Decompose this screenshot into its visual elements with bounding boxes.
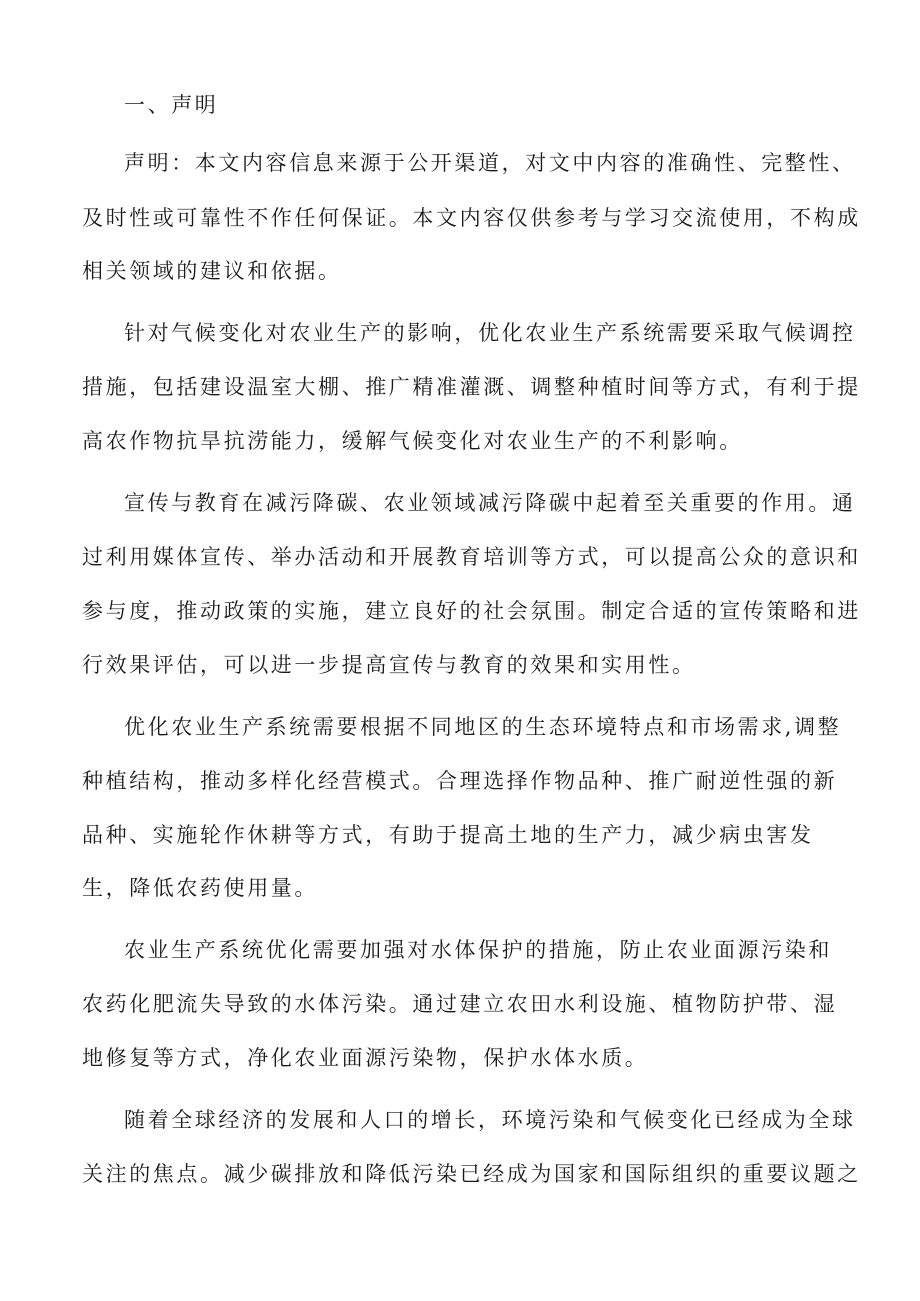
paragraph-line: 针对气候变化对农业生产的影响，优化农业生产系统需要采取气候调控 xyxy=(124,321,856,345)
paragraph-line: 生，降低农药使用量。 xyxy=(82,876,318,900)
paragraph-line: 品种、实施轮作休耕等方式，有助于提高土地的生产力，减少病虫害发 xyxy=(82,823,814,847)
paragraph-line: 过利用媒体宣传、举办活动和开展教育培训等方式，可以提高公众的意识和 xyxy=(82,545,861,569)
paragraph-line: 行效果评估，可以进一步提高宣传与教育的效果和实用性。 xyxy=(82,653,696,677)
paragraph-line: 高农作物抗旱抗涝能力，缓解气候变化对农业生产的不利影响。 xyxy=(82,429,743,453)
paragraph-line: 声明：本文内容信息来源于公开渠道，对文中内容的准确性、完整性、 xyxy=(124,151,856,175)
paragraph-line: 优化农业生产系统需要根据不同地区的生态环境特点和市场需求,调整 xyxy=(124,715,842,739)
section-heading: 一、声明 xyxy=(124,93,219,117)
paragraph-line: 关注的焦点。减少碳排放和降低污染已经成为国家和国际组织的重要议题之 xyxy=(82,1162,861,1186)
paragraph-line: 宣传与教育在减污降碳、农业领域减污降碳中起着至关重要的作用。通 xyxy=(124,491,856,515)
paragraph-line: 参与度，推动政策的实施，建立良好的社会氛围。制定合适的宣传策略和进 xyxy=(82,599,861,623)
paragraph-line: 农业生产系统优化需要加强对水体保护的措施，防止农业面源污染和 xyxy=(124,938,832,962)
paragraph-line: 相关领域的建议和依据。 xyxy=(82,259,342,283)
paragraph-line: 地修复等方式，净化农业面源污染物，保护水体水质。 xyxy=(82,1046,649,1070)
paragraph-line: 措施，包括建设温室大棚、推广精准灌溉、调整种植时间等方式，有利于提 xyxy=(82,375,861,399)
paragraph-line: 农药化肥流失导致的水体污染。通过建立农田水利设施、植物防护带、湿 xyxy=(82,992,838,1016)
paragraph-line: 种植结构，推动多样化经营模式。合理选择作物品种、推广耐逆性强的新 xyxy=(82,769,838,793)
paragraph-line: 随着全球经济的发展和人口的增长，环境污染和气候变化已经成为全球 xyxy=(124,1108,856,1132)
paragraph-line: 及时性或可靠性不作任何保证。本文内容仅供参考与学习交流使用，不构成 xyxy=(82,206,861,230)
